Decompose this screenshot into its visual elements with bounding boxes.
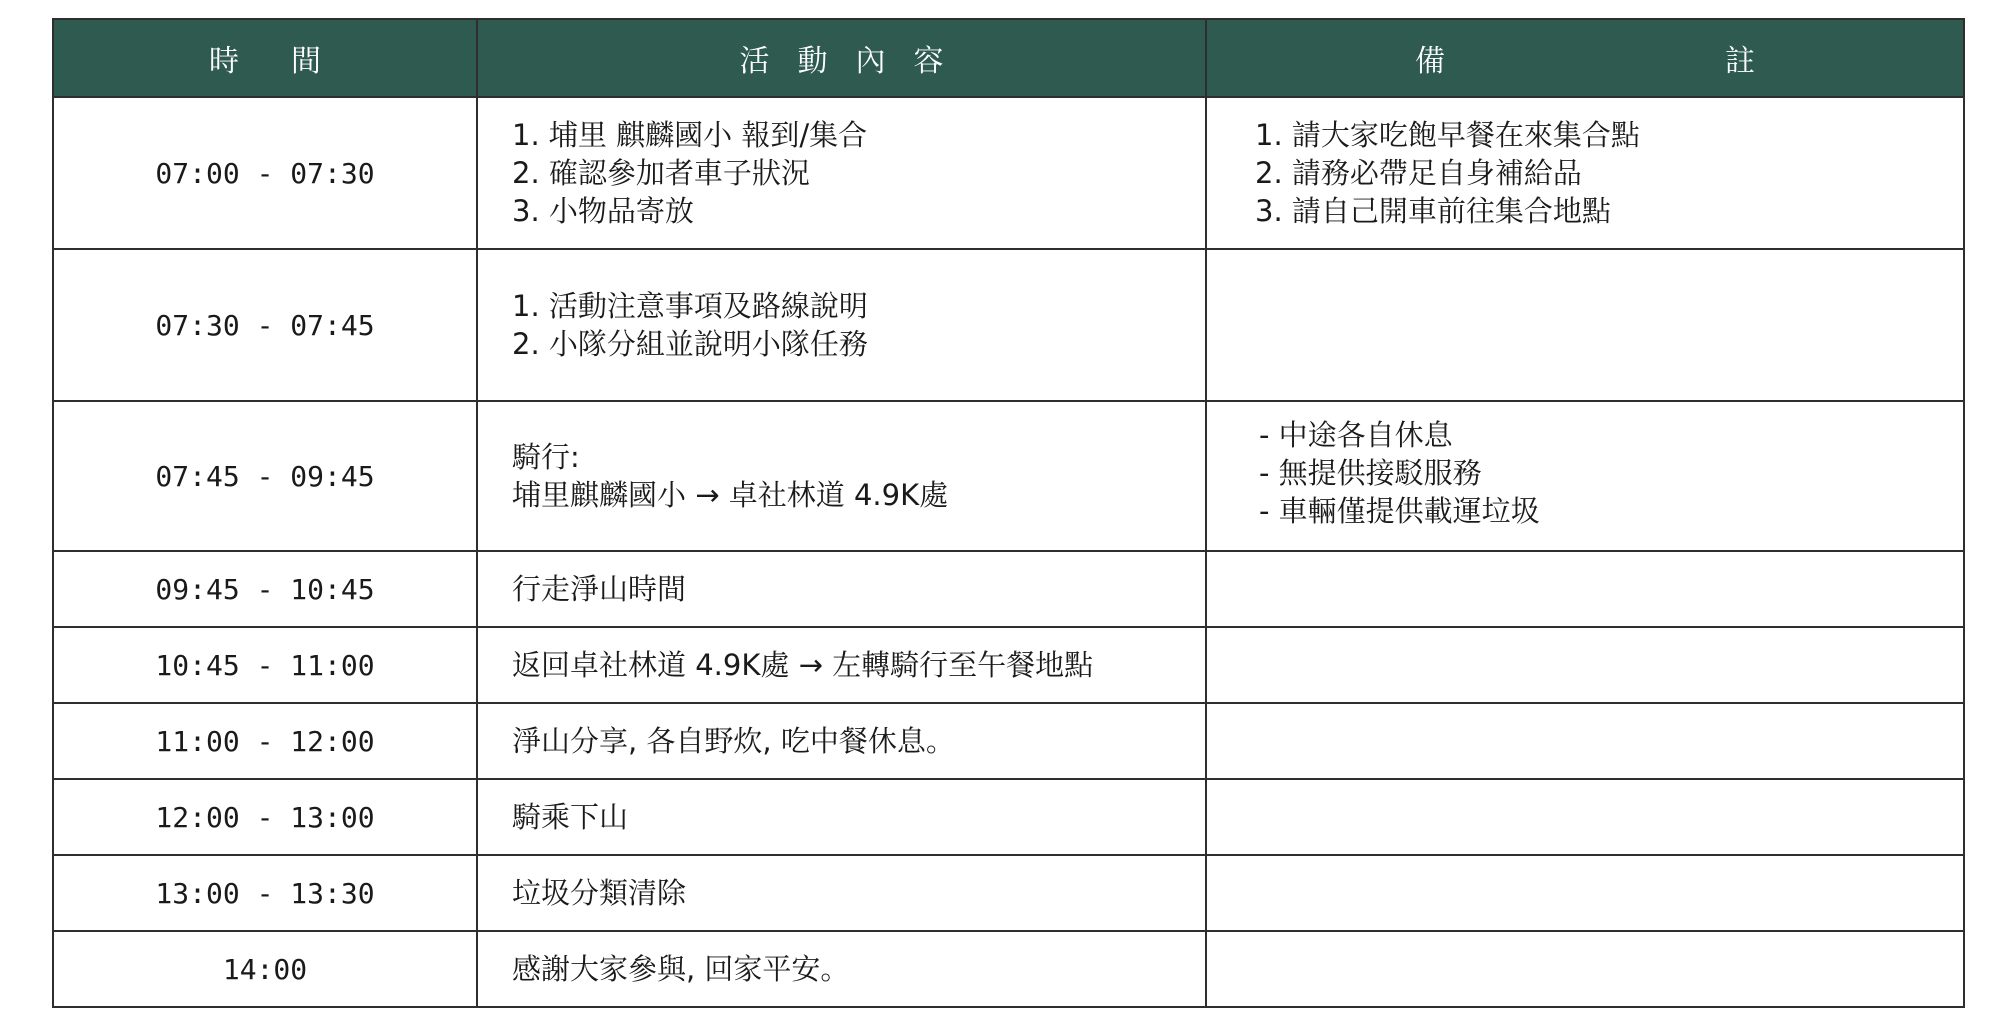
table-row <box>53 931 1964 1007</box>
remark-line: 1. 請大家吃飽早餐在來集合點 <box>1255 118 1640 152</box>
remark-cell <box>1206 931 1964 1007</box>
activity-cell <box>477 97 1206 249</box>
activity-line: 1. 埔里 麒麟國小 報到/集合 <box>512 118 868 152</box>
header-time-char: 間 <box>291 44 321 79</box>
activity-line: 行走淨山時間 <box>512 572 687 606</box>
activity-line: 3. 小物品寄放 <box>512 194 694 228</box>
remark-line: 2. 請務必帶足自身補給品 <box>1255 156 1582 190</box>
header-time <box>53 19 477 97</box>
header-activity-char: 活 <box>739 44 770 79</box>
activity-cell <box>477 551 1206 627</box>
time-cell: 13:00 - 13:30 <box>53 855 477 931</box>
schedule-table <box>52 18 1965 1008</box>
table-row <box>53 627 1964 703</box>
header-time-char: 時 <box>209 44 239 79</box>
remark-cell <box>1206 627 1964 703</box>
activity-line: 2. 確認參加者車子狀況 <box>512 156 810 190</box>
time-cell: 10:45 - 11:00 <box>53 627 477 703</box>
remark-line: - 中途各自休息 <box>1259 418 1453 452</box>
time-cell: 07:00 - 07:30 <box>53 97 477 249</box>
remark-cell <box>1206 855 1964 931</box>
activity-cell <box>477 703 1206 779</box>
header-activity-char: 內 <box>855 44 886 79</box>
time-cell: 14:00 <box>53 931 477 1007</box>
remark-cell <box>1206 551 1964 627</box>
time-cell: 07:30 - 07:45 <box>53 249 477 401</box>
remark-cell <box>1206 401 1964 551</box>
time-cell: 11:00 - 12:00 <box>53 703 477 779</box>
time-cell: 12:00 - 13:00 <box>53 779 477 855</box>
remark-line: 3. 請自己開車前往集合地點 <box>1255 194 1611 228</box>
table-row <box>53 401 1964 551</box>
table-body <box>53 97 1964 1007</box>
activity-line: 1. 活動注意事項及路線說明 <box>512 289 868 323</box>
activity-line: 感謝大家參與, 回家平安。 <box>512 952 850 986</box>
table-row <box>53 249 1964 401</box>
time-cell: 07:45 - 09:45 <box>53 401 477 551</box>
activity-cell <box>477 401 1206 551</box>
table-row <box>53 703 1964 779</box>
header-activity-char: 容 <box>913 44 944 79</box>
activity-line: 返回卓社林道 4.9K處 → 左轉騎行至午餐地點 <box>512 648 1094 682</box>
table-header <box>53 19 1964 97</box>
activity-line: 騎行: <box>512 440 580 474</box>
table-row <box>53 97 1964 249</box>
header-remark-char: 備 <box>1415 44 1445 79</box>
activity-cell <box>477 779 1206 855</box>
header-row <box>53 19 1964 97</box>
remark-line: - 無提供接駁服務 <box>1259 456 1482 490</box>
table-row <box>53 551 1964 627</box>
time-cell: 09:45 - 10:45 <box>53 551 477 627</box>
activity-line: 埔里麒麟國小 → 卓社林道 4.9K處 <box>512 478 949 512</box>
activity-cell <box>477 627 1206 703</box>
header-remark <box>1206 19 1964 97</box>
remark-cell <box>1206 249 1964 401</box>
remark-cell <box>1206 97 1964 249</box>
activity-line: 騎乘下山 <box>512 800 629 834</box>
activity-cell <box>477 249 1206 401</box>
remark-line: - 車輛僅提供載運垃圾 <box>1259 494 1540 528</box>
table-row <box>53 779 1964 855</box>
remark-cell <box>1206 779 1964 855</box>
activity-cell <box>477 855 1206 931</box>
activity-cell <box>477 931 1206 1007</box>
table-row <box>53 855 1964 931</box>
header-activity-char: 動 <box>797 44 828 79</box>
remark-cell <box>1206 703 1964 779</box>
activity-line: 2. 小隊分組並說明小隊任務 <box>512 327 868 361</box>
activity-line: 淨山分享, 各自野炊, 吃中餐休息。 <box>512 724 955 758</box>
header-activity <box>477 19 1206 97</box>
header-remark-char: 註 <box>1725 44 1755 79</box>
activity-line: 垃圾分類清除 <box>512 876 687 910</box>
